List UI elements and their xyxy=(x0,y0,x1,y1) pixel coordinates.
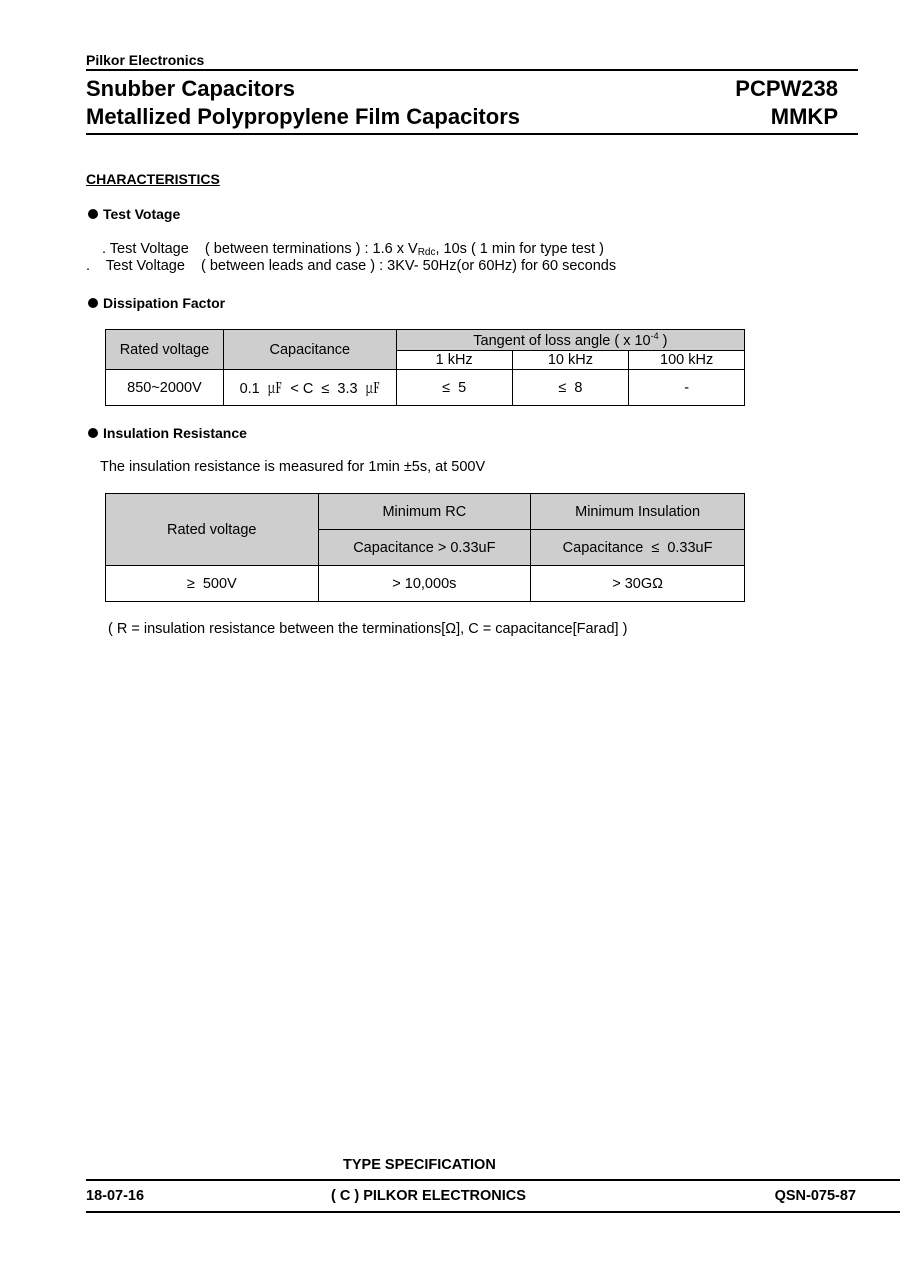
title-line-2: Metallized Polypropylene Film Capacitors xyxy=(86,104,520,129)
type-specification-label: TYPE SPECIFICATION xyxy=(343,1157,496,1173)
table-row xyxy=(106,566,745,602)
insulation-table xyxy=(105,493,745,602)
footer-copyright: ( C ) PILKOR ELECTRONICS xyxy=(331,1188,526,1204)
footer-doc-code: QSN-075-87 xyxy=(774,1188,856,1204)
subheader-10khz: 10 kHz xyxy=(512,351,629,370)
subheader-100khz: 100 kHz xyxy=(629,351,745,370)
part-code xyxy=(735,75,838,131)
dissipation-table xyxy=(105,329,745,406)
dissipation-heading xyxy=(88,295,225,311)
test-voltage-line-1 xyxy=(102,241,604,258)
heading-label: Dissipation Factor xyxy=(103,295,226,311)
title-line-1: Snubber Capacitors xyxy=(86,76,296,101)
header-rated-voltage: Rated voltage xyxy=(106,494,319,566)
cell-minimum-insulation: > 30GΩ xyxy=(531,566,745,602)
header-capacitance: Capacitance xyxy=(223,330,396,370)
footer-bottom-rule xyxy=(86,1211,900,1213)
line-1-suffix: , 10s ( 1 min for type test ) xyxy=(435,241,604,257)
cell-1khz: ≤ 5 xyxy=(396,370,512,406)
heading-label: Insulation Resistance xyxy=(103,425,247,441)
table-row xyxy=(106,370,745,406)
table-header-row xyxy=(106,494,745,530)
insulation-note: ( R = insulation resistance between the terminations[Ω], C = capacitance[Farad] ) xyxy=(108,621,628,637)
part-number: PCPW238 xyxy=(735,76,838,101)
header-rated-voltage: Rated voltage xyxy=(106,330,224,370)
test-voltage-line-2: . Test Voltage ( between leads and case ) : 3KV- 50Hz(or 60Hz) for 60 seconds xyxy=(86,258,617,274)
footer-date: 18-07-16 xyxy=(86,1188,145,1204)
subheader-1khz: 1 kHz xyxy=(396,351,512,370)
bullet-icon xyxy=(88,428,98,438)
part-series: MMKP xyxy=(770,104,838,129)
subheader-cap-le: Capacitance ≤ 0.33uF xyxy=(531,530,745,566)
header-tangent-loss: Tangent of loss angle ( x $10^{-4}$ ) xyxy=(396,330,744,351)
header-minimum-rc: Minimum RC xyxy=(318,494,531,530)
bullet-icon xyxy=(88,298,98,308)
line-1-subscript: Rdc xyxy=(417,247,436,258)
cell-capacitance: 0.1 ㎌ < C ≤ 3.3 ㎌ xyxy=(223,370,396,406)
insulation-description: The insulation resistance is measured for 1min ±5s, at 500V xyxy=(100,459,486,475)
header-minimum-insulation: Minimum Insulation xyxy=(531,494,745,530)
line-1-prefix: . Test Voltage ( between terminations ) : 1.6 x V xyxy=(102,241,418,257)
bullet-icon xyxy=(88,209,98,219)
cell-minimum-rc: > 10,000s xyxy=(318,566,531,602)
cell-rated-voltage: ≥ 500V xyxy=(106,566,319,602)
test-voltage-heading xyxy=(88,206,180,222)
section-title: CHARACTERISTICS xyxy=(86,171,220,187)
cell-100khz: - xyxy=(629,370,745,406)
subheader-cap-gt: Capacitance > 0.33uF xyxy=(318,530,531,566)
footer-top-rule xyxy=(86,1179,900,1181)
heading-label: Test Votage xyxy=(103,206,181,222)
cell-rated-voltage: 850~2000V xyxy=(106,370,224,406)
header-bottom-rule xyxy=(86,133,858,135)
company-name: Pilkor Electronics xyxy=(86,52,205,68)
document-title xyxy=(86,75,520,131)
header-top-rule xyxy=(86,69,858,71)
insulation-heading xyxy=(88,425,247,441)
table-header-row xyxy=(106,330,745,351)
cell-10khz: ≤ 8 xyxy=(512,370,629,406)
